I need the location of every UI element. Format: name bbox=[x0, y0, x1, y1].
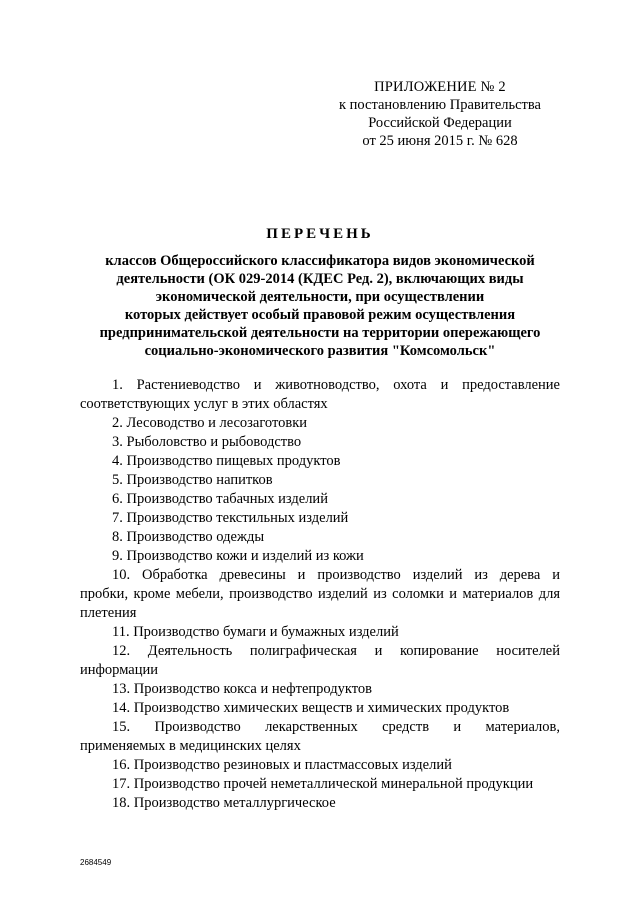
list-item-continuation: пробки, кроме мебели, производство изделий из соломки и материалов для bbox=[80, 586, 560, 602]
list-item-text: 7. Производство текстильных изделий bbox=[112, 510, 349, 526]
list-item-text: 4. Производство пищевых продуктов bbox=[112, 453, 341, 469]
appendix-block bbox=[330, 78, 550, 150]
list-item-text: 3. Рыболовство и рыбоводство bbox=[112, 434, 302, 450]
list-item-text: 10. Обработка древесины и производство изделий из дерева и bbox=[112, 567, 560, 583]
subtitle-line: деятельности (ОК 029-2014 (КДЕС Ред. 2), включающих виды bbox=[116, 271, 524, 287]
list-item-text: 14. Производство химических веществ и химических продуктов bbox=[112, 700, 510, 716]
list-item-text: 12. Деятельность полиграфическая и копирование носителей bbox=[112, 643, 560, 659]
list-item-continuation: информации bbox=[80, 662, 158, 678]
list-item bbox=[80, 376, 560, 414]
subtitle-line: классов Общероссийского классификатора видов экономической bbox=[105, 253, 535, 269]
appendix-line: Российской Федерации bbox=[368, 115, 512, 131]
list-item bbox=[80, 623, 560, 642]
list-item bbox=[80, 699, 560, 718]
document-subtitle bbox=[70, 252, 570, 360]
classes-list bbox=[80, 376, 560, 813]
document-title: ПЕРЕЧЕНЬ bbox=[266, 226, 374, 242]
document-code: 2684549 bbox=[80, 858, 112, 867]
appendix-line: к постановлению Правительства bbox=[339, 97, 541, 113]
list-item-text: 6. Производство табачных изделий bbox=[112, 491, 328, 507]
list-item bbox=[80, 528, 560, 547]
subtitle-line: которых действует особый правовой режим осуществления bbox=[124, 307, 516, 323]
list-item bbox=[80, 566, 560, 623]
list-item bbox=[80, 471, 560, 490]
list-item-text: 8. Производство одежды bbox=[112, 529, 265, 545]
list-item-text: 17. Производство прочей неметаллической минеральной продукции bbox=[112, 776, 534, 792]
list-item bbox=[80, 433, 560, 452]
list-item bbox=[80, 794, 560, 813]
list-item-text: 18. Производство металлургическое bbox=[112, 795, 336, 811]
appendix-title: ПРИЛОЖЕНИЕ № 2 bbox=[374, 79, 506, 95]
list-item bbox=[80, 547, 560, 566]
subtitle-line: экономической деятельности, при осуществлении bbox=[155, 289, 485, 305]
list-item bbox=[80, 490, 560, 509]
list-item-text: 15. Производство лекарственных средств и материалов, bbox=[112, 719, 560, 735]
list-item-text: 13. Производство кокса и нефтепродуктов bbox=[112, 681, 372, 697]
list-item bbox=[80, 642, 560, 680]
list-item bbox=[80, 680, 560, 699]
list-item bbox=[80, 414, 560, 433]
list-item bbox=[80, 452, 560, 471]
list-item-text: 16. Производство резиновых и пластмассовых изделий bbox=[112, 757, 452, 773]
list-item bbox=[80, 718, 560, 756]
subtitle-line: социально-экономического развития "Комсомольск" bbox=[144, 343, 496, 359]
list-item-continuation: соответствующих услуг в этих областях bbox=[80, 396, 328, 412]
list-item-text: 5. Производство напитков bbox=[112, 472, 273, 488]
list-item bbox=[80, 756, 560, 775]
list-item-text: 2. Лесоводство и лесозаготовки bbox=[112, 415, 308, 431]
list-item-text: 9. Производство кожи и изделий из кожи bbox=[112, 548, 364, 564]
appendix-date-number: от 25 июня 2015 г. № 628 bbox=[362, 133, 518, 149]
list-item bbox=[80, 509, 560, 528]
list-item-continuation: плетения bbox=[80, 605, 137, 621]
list-item bbox=[80, 775, 560, 794]
list-item-continuation: применяемых в медицинских целях bbox=[80, 738, 301, 754]
list-item-text: 1. Растениеводство и животноводство, охота и предоставление bbox=[112, 377, 560, 393]
subtitle-line: предпринимательской деятельности на территории опережающего bbox=[99, 325, 541, 341]
list-item-text: 11. Производство бумаги и бумажных изделий bbox=[112, 624, 399, 640]
